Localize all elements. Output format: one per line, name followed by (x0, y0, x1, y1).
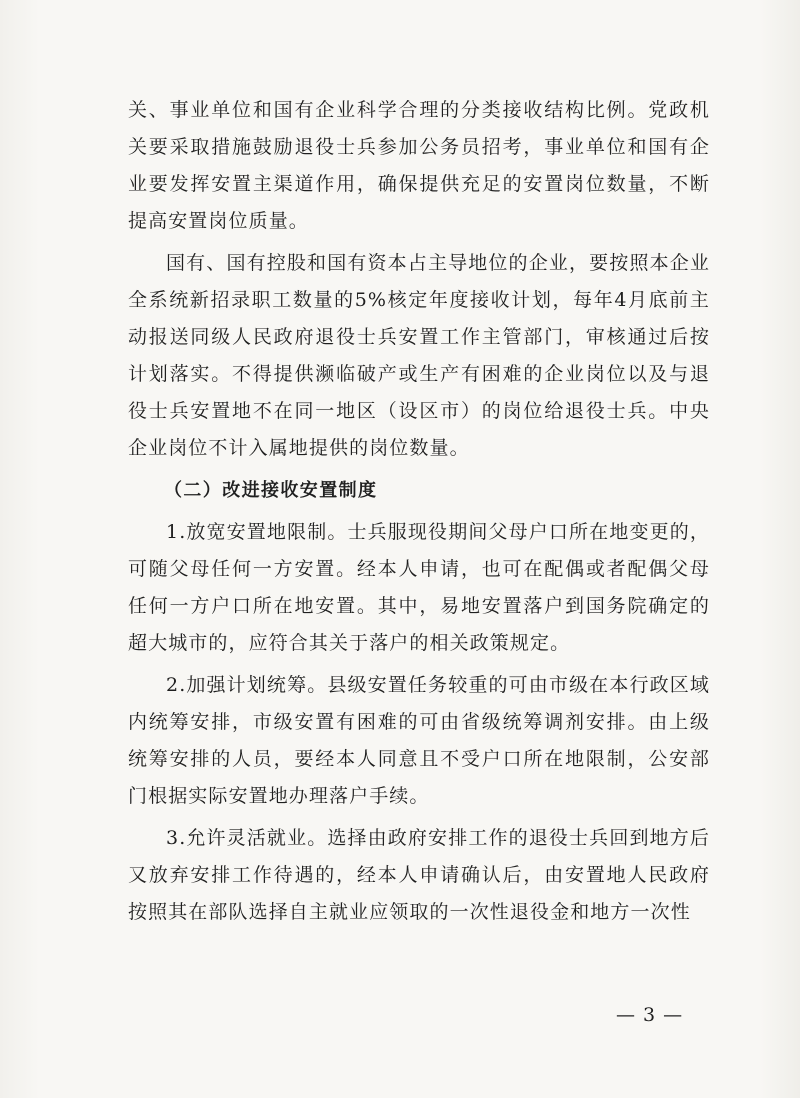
paragraph-flexible-employment: 3.允许灵活就业。选择由政府安排工作的退役士兵回到地方后又放弃安排工作待遇的，经本人申请确认后，由安置地人民政府按照其在部队选择自主就业应领取的一次性退役金和地方一次性 (128, 827, 710, 923)
paragraph-plan-coordination: 2.加强计划统筹。县级安置任务较重的可由市级在本行政区域内统筹安排，市级安置有困难的可由省级统筹调剂安排。由上级统筹安排的人员，要经本人同意且不受户口所在地限制，公安部门根据实际安置地办理落户手续。 (128, 674, 710, 807)
document-body (128, 92, 710, 931)
paragraph-placement-structure: 关、事业单位和国有企业科学合理的分类接收结构比例。党政机关要采取措施鼓励退役士兵参加公务员招考，事业单位和国有企业要发挥安置主渠道作用，确保提供充足的安置岗位数量，不断提高安置岗位质量。 (128, 99, 710, 232)
page-number: — 3 — (616, 1004, 684, 1026)
section-heading: （二）改进接收安置制度 (164, 480, 378, 501)
paragraph-relax-location: 1.放宽安置地限制。士兵服现役期间父母户口所在地变更的，可随父母任何一方安置。经本人申请，也可在配偶或者配偶父母任何一方户口所在地安置。其中，易地安置落户到国务院确定的超大城市的，应符合其关于落户的相关政策规定。 (128, 521, 710, 654)
paragraph-state-enterprises: 国有、国有控股和国有资本占主导地位的企业，要按照本企业全系统新招录职工数量的5%核定年度接收计划，每年4月底前主动报送同级人民政府退役士兵安置工作主管部门，审核通过后按计划落实。不得提供濒临破产或生产有困难的企业岗位以及与退役士兵安置地不在同一地区（设区市）的岗位给退役士兵。中央企业岗位不计入属地提供的岗位数量。 (128, 252, 710, 459)
